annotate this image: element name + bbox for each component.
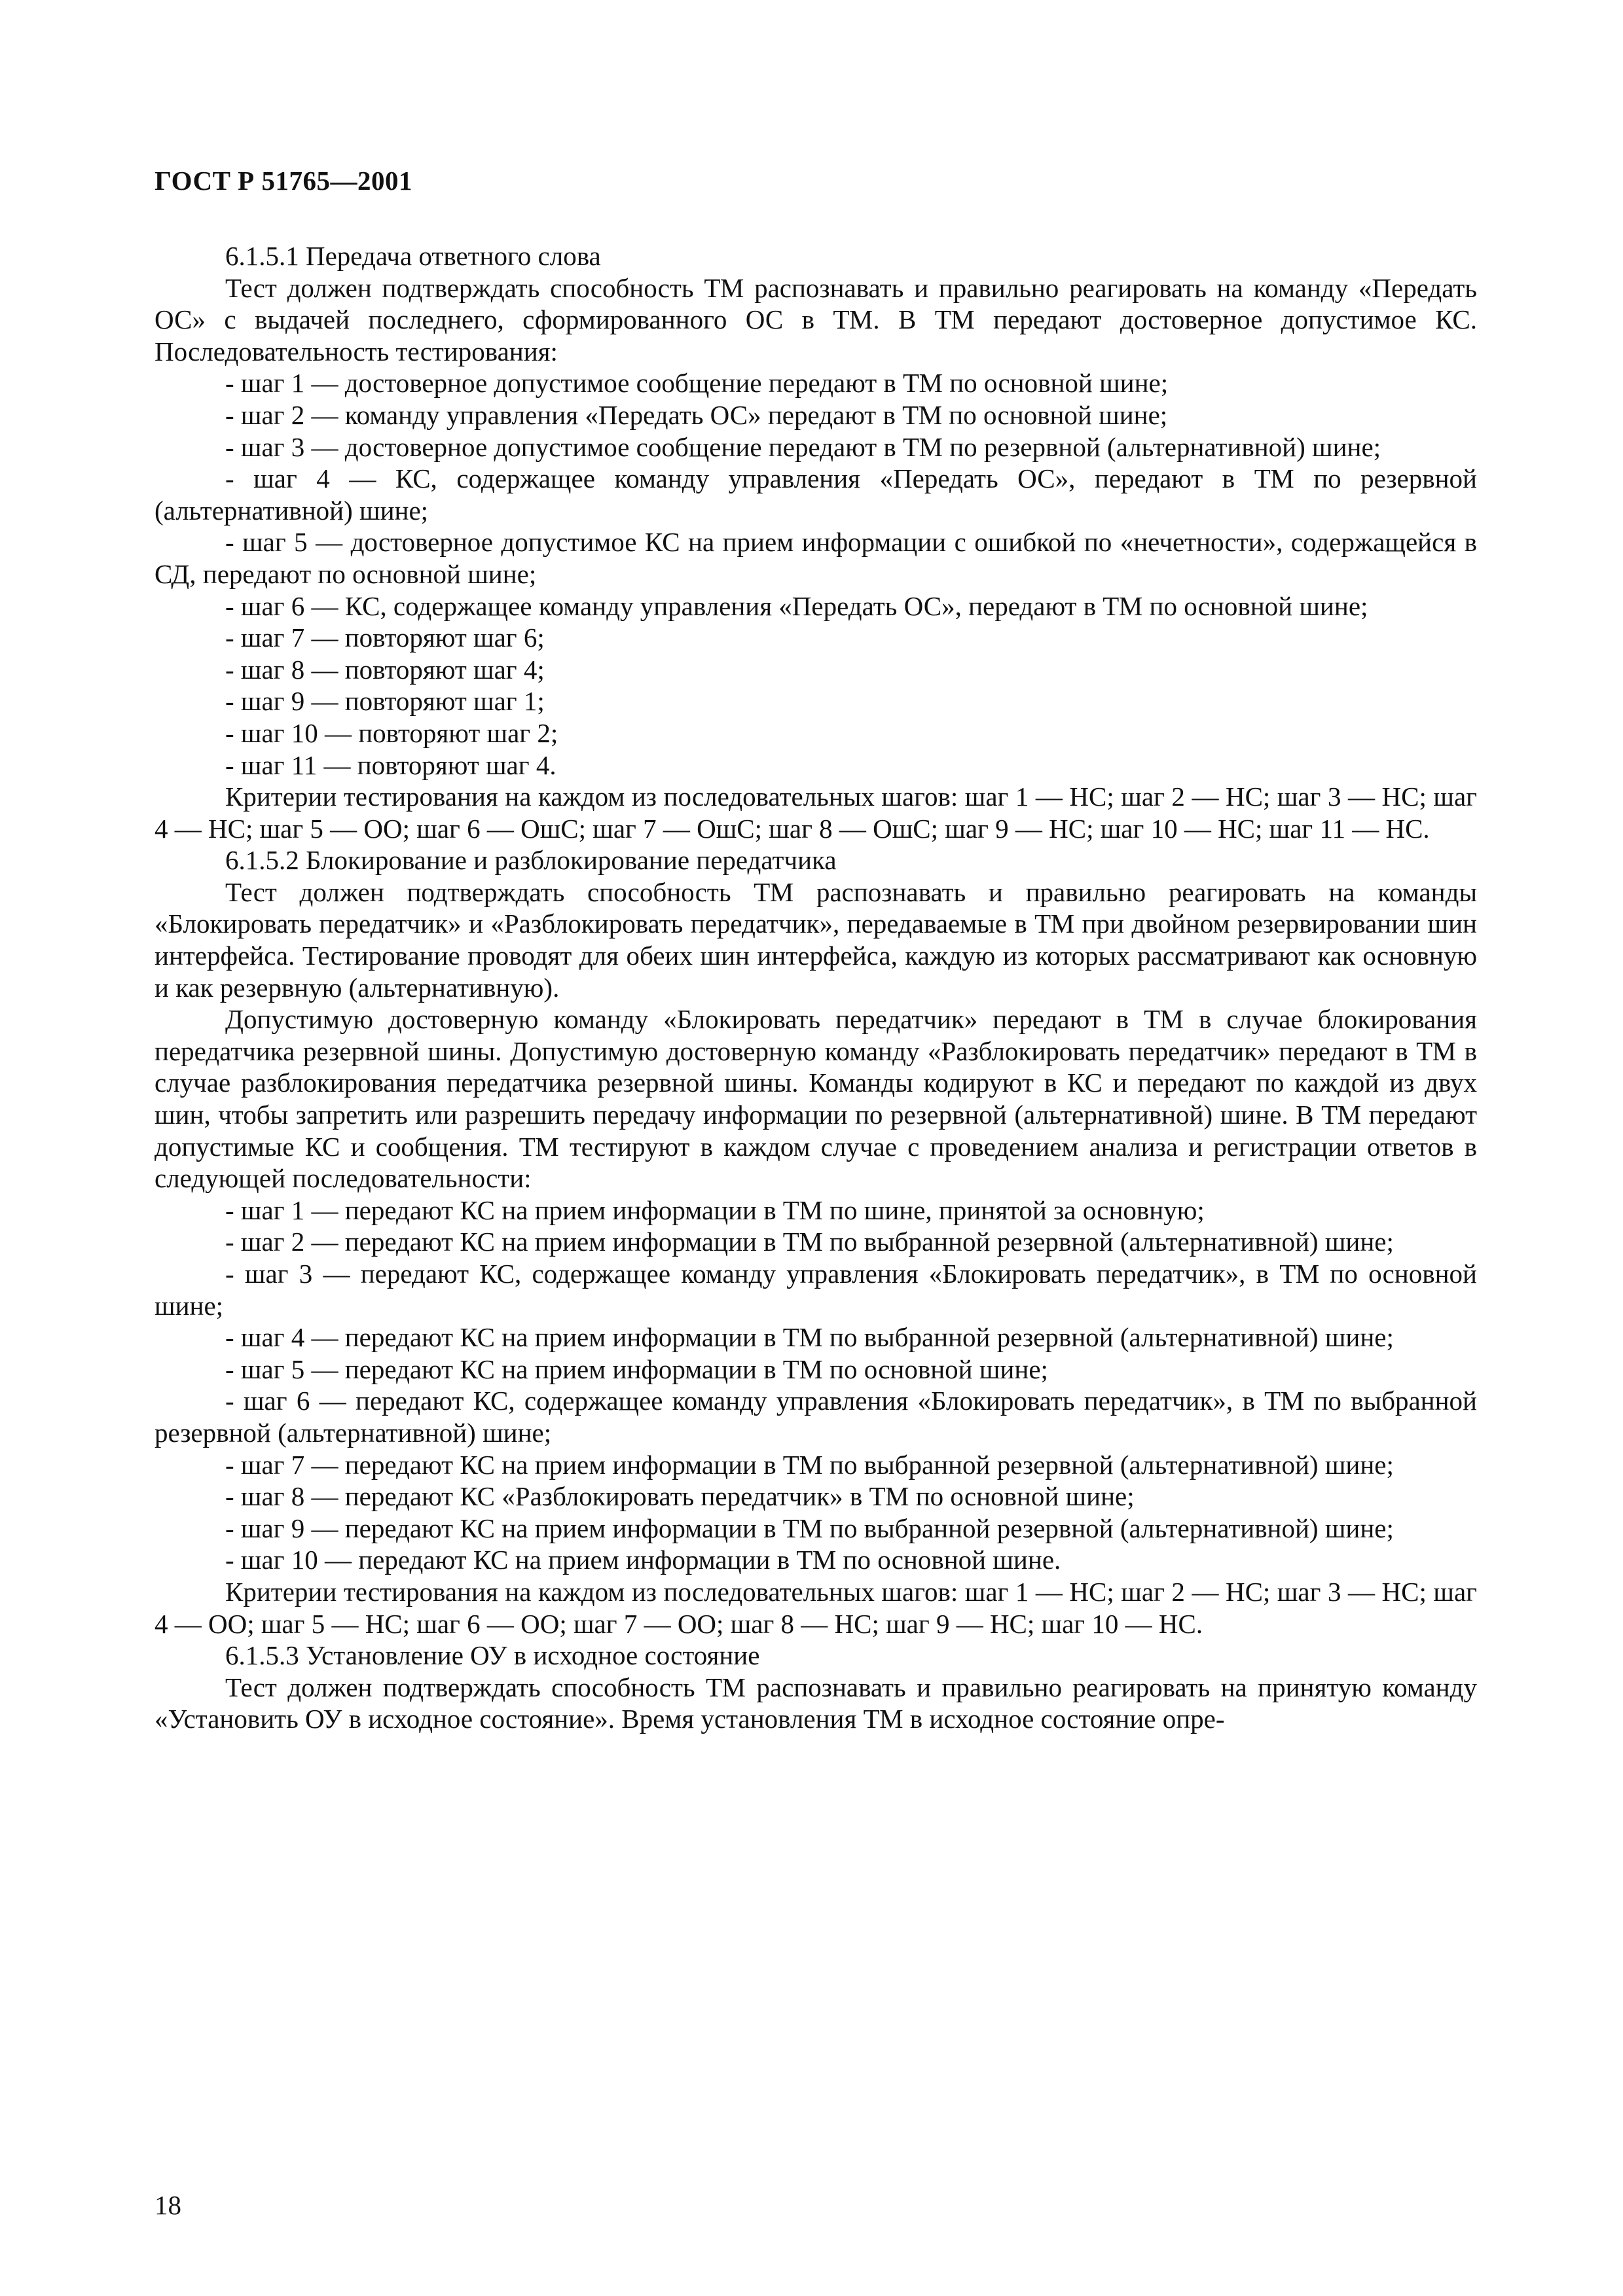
list-item: - шаг 8 — передают КС «Разблокировать передатчик» в ТМ по основной шине; — [225, 1481, 1135, 1512]
section-heading: 6.1.5.3 Установление ОУ в исходное состояние — [225, 1640, 760, 1671]
paragraph: Тест должен подтверждать способность ТМ распознавать и правильно реагировать на принятую команду «Установить ОУ в исходное состояние». Время установления ТМ в исходное состояние опре- — [155, 1672, 1477, 1734]
list-item: - шаг 2 — передают КС на прием информации в ТМ по выбранной резервной (альтернативной) шине; — [225, 1227, 1394, 1257]
paragraph: Тест должен подтверждать способность ТМ распознавать и правильно реагировать на команду «Передать ОС» с выдачей последнего, сформированного ОС в ТМ. В ТМ передают достоверное допустимое КС. Последовательность тестирования: — [155, 272, 1477, 367]
list-item: - шаг 8 — повторяют шаг 4; — [225, 654, 545, 685]
section-heading: 6.1.5.2 Блокирование и разблокирование передатчика — [225, 845, 837, 876]
paragraph: Допустимую достоверную команду «Блокировать передатчик» передают в ТМ в случае блокирования передатчика резервной шины. Допустимую достоверную команду «Разблокировать передатчик» передают в ТМ в случае разблокирования передатчика резервной шины. Команды кодируют в КС и передают по каждой из двух шин, чтобы запретить или разрешить передачу информации по резервной (альтернативной) шине. В ТМ передают допустимые КС и сообщения. ТМ тестируют в каждом случае с проведением анализа и регистрации ответов в следующей последовательности: — [155, 1004, 1477, 1194]
list-item: - шаг 6 — КС, содержащее команду управления «Передать ОС», передают в ТМ по основной шине; — [225, 590, 1368, 621]
list-item: - шаг 4 — передают КС на прием информации в ТМ по выбранной резервной (альтернативной) шине; — [225, 1322, 1394, 1353]
list-item: - шаг 11 — повторяют шаг 4. — [225, 749, 556, 780]
page-number: 18 — [155, 2190, 181, 2220]
list-item: - шаг 4 — КС, содержащее команду управления «Передать ОС», передают в ТМ по резервной (альтернативной) шине; — [155, 463, 1477, 526]
document-header: ГОСТ Р 51765—2001 — [155, 166, 412, 196]
list-item: - шаг 9 — повторяют шаг 1; — [225, 686, 545, 717]
list-item: - шаг 5 — передают КС на прием информации в ТМ по основной шине; — [225, 1354, 1048, 1384]
list-item: - шаг 1 — передают КС на прием информации в ТМ по шине, принятой за основную; — [225, 1194, 1205, 1225]
list-item: - шаг 10 — передают КС на прием информации в ТМ по основной шине. — [225, 1545, 1061, 1575]
list-item: - шаг 7 — повторяют шаг 6; — [225, 622, 545, 653]
list-item: - шаг 2 — команду управления «Передать ОС» передают в ТМ по основной шине; — [225, 399, 1168, 430]
list-item: - шаг 7 — передают КС на прием информации в ТМ по выбранной резервной (альтернативной) шине; — [225, 1449, 1394, 1480]
criteria-paragraph: Критерии тестирования на каждом из последовательных шагов: шаг 1 — НС; шаг 2 — НС; шаг 3 — НС; шаг 4 — НС; шаг 5 — ОО; шаг 6 — ОшС; шаг 7 — ОшС; шаг 8 — ОшС; шаг 9 — НС; шаг 10 — НС; шаг 11 — НС. — [155, 781, 1477, 844]
paragraph: Тест должен подтверждать способность ТМ распознавать и правильно реагировать на команды «Блокировать передатчик» и «Разблокировать передатчик», передаваемые в ТМ при двойном резервировании шин интерфейса. Тестирование проводят для обеих шин интерфейса, каждую из которых рассматривают как основную и как резервную (альтернативную). — [155, 876, 1477, 1003]
list-item: - шаг 10 — повторяют шаг 2; — [225, 717, 558, 748]
list-item: - шаг 3 — достоверное допустимое сообщение передают в ТМ по резервной (альтернативной) шине; — [225, 431, 1381, 462]
list-item: - шаг 5 — достоверное допустимое КС на прием информации с ошибкой по «нечетности», содержащейся в СД, передают по основной шине; — [155, 527, 1477, 589]
list-item: - шаг 1 — достоверное допустимое сообщение передают в ТМ по основной шине; — [225, 368, 1169, 399]
list-item: - шаг 6 — передают КС, содержащее команду управления «Блокировать передатчик», в ТМ по выбранной резервной (альтернативной) шине; — [155, 1386, 1477, 1448]
document-body — [155, 240, 1477, 1735]
criteria-paragraph: Критерии тестирования на каждом из последовательных шагов: шаг 1 — НС; шаг 2 — НС; шаг 3 — НС; шаг 4 — ОО; шаг 5 — НС; шаг 6 — ОО; шаг 7 — ОО; шаг 8 — НС; шаг 9 — НС; шаг 10 — НС. — [155, 1576, 1477, 1639]
section-heading: 6.1.5.1 Передача ответного слова — [225, 241, 601, 271]
list-item: - шаг 9 — передают КС на прием информации в ТМ по выбранной резервной (альтернативной) шине; — [225, 1513, 1394, 1543]
list-item: - шаг 3 — передают КС, содержащее команду управления «Блокировать передатчик», в ТМ по основной шине; — [155, 1259, 1477, 1321]
